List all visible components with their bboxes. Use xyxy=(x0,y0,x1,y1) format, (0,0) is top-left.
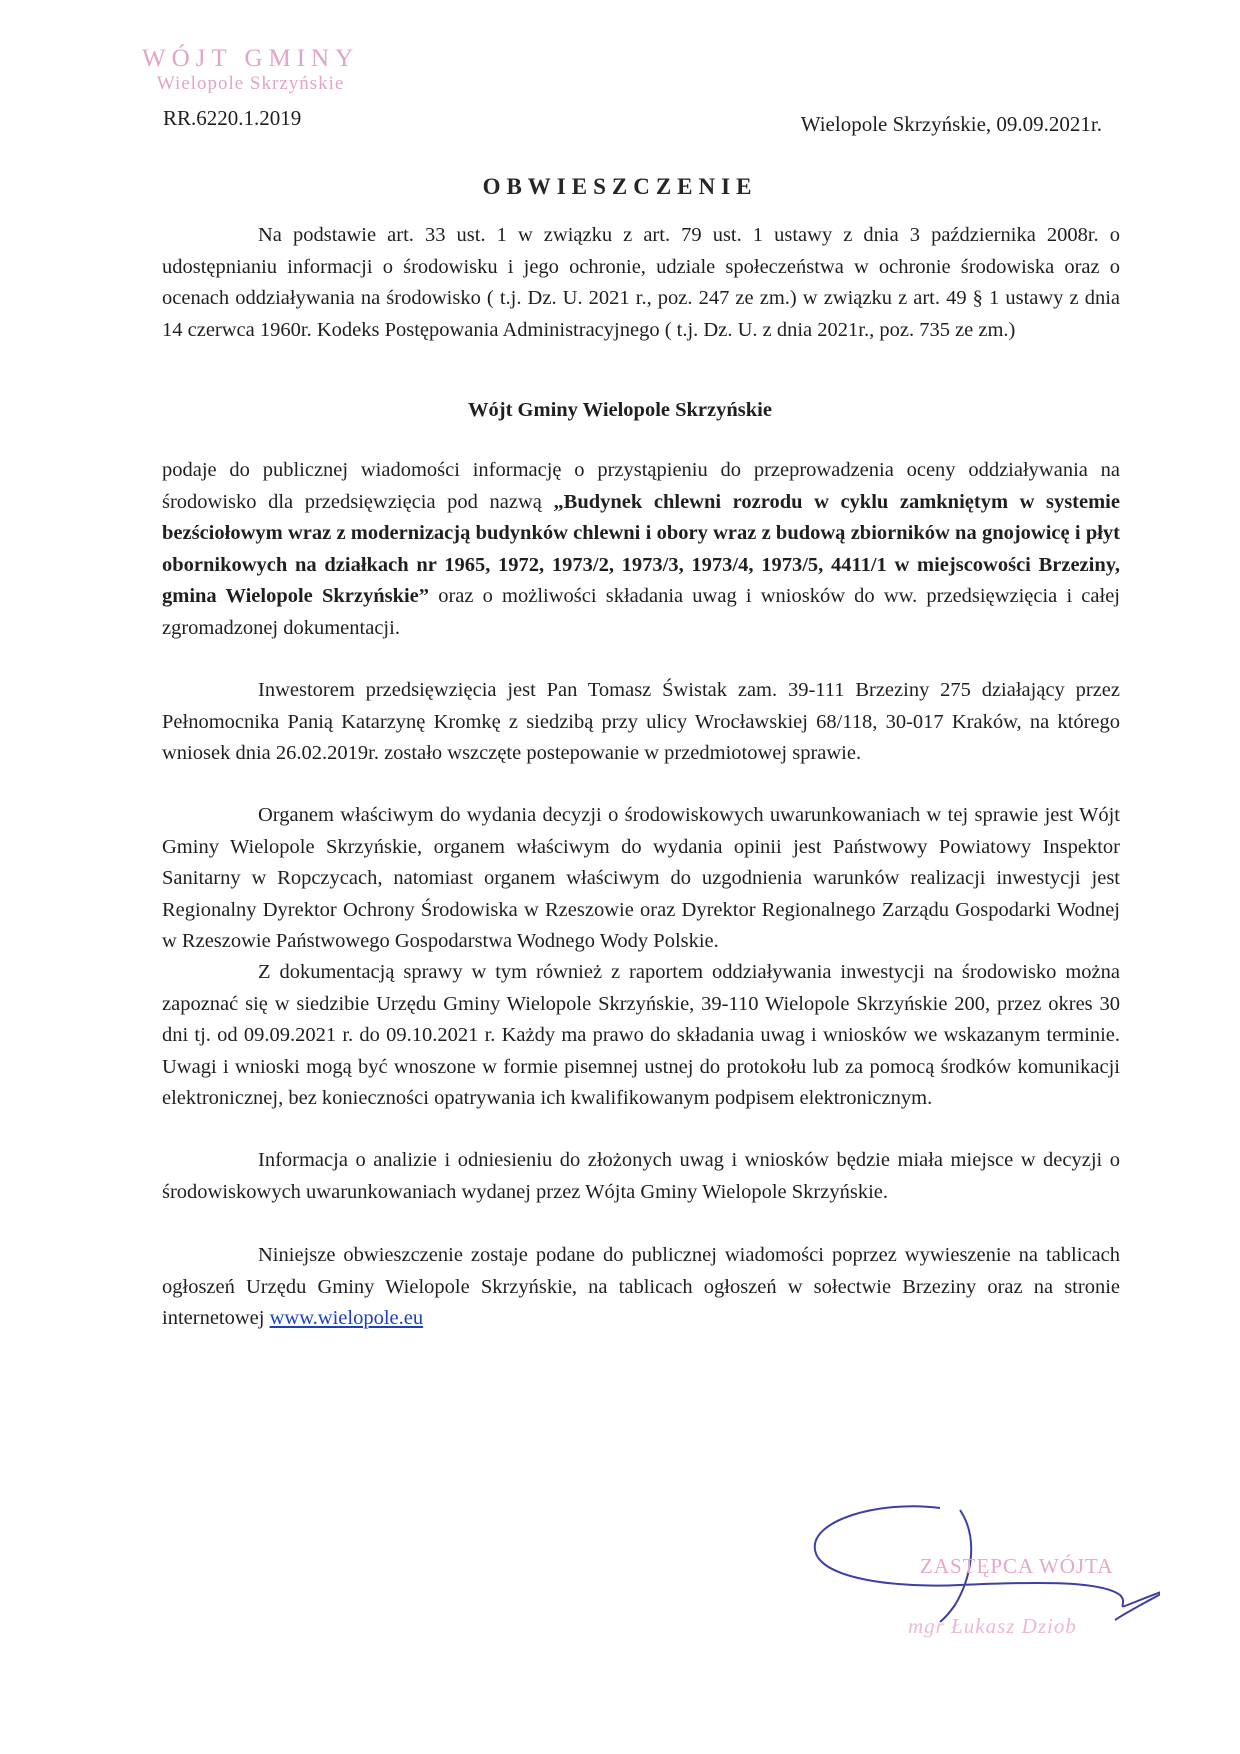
documentation-paragraph: Z dokumentacją sprawy w tym również z raportem oddziaływania inwestycji na środowisko można zapoznać się w siedzibie Urzędu Gminy Wielopole Skrzyńskie, 39-110 Wielopole Skrzyńskie 200, przez okres 30 dni tj. od 09.09.2021 r. do 09.10.2021 r. Każdy ma prawo do składania uwag i wniosków we wskazanym terminie. Uwagi i wnioski mogą być wnoszone w formie pisemnej ustnej do protokołu lub za pomocą środków komunikacji elektronicznej, bez konieczności opatrywania ich kwalifikowanym podpisem elektronicznym. xyxy=(162,961,1120,1109)
signature-block xyxy=(780,1500,1160,1670)
signatory-name: mgr Łukasz Dziob xyxy=(908,1614,1077,1638)
office-stamp xyxy=(142,46,359,93)
handwritten-signature-icon xyxy=(780,1500,1160,1670)
place-date: Wielopole Skrzyńskie, 09.09.2021r. xyxy=(800,112,1102,136)
publication-paragraph xyxy=(162,1240,1120,1335)
reference-number: RR.6220.1.2019 xyxy=(163,106,302,130)
analysis-paragraph: Informacja o analizie i odniesieniu do złożonych uwag i wniosków będzie miała miejsce w decyzji o środowiskowych uwarunkowaniach wydanej przez Wójta Gminy Wielopole Skrzyńskie. xyxy=(162,1149,1120,1203)
website-link[interactable]: www.wielopole.eu xyxy=(269,1307,424,1329)
issuing-authority: Wójt Gminy Wielopole Skrzyńskie xyxy=(468,399,772,421)
announcement-text-end: oraz o możliwości składania uwag i wniosków do ww. przedsięwzięcia i całej zgromadzonej dokumentacji. xyxy=(162,585,1120,639)
project-name: „Budynek chlewni rozrodu w cyklu zamkniętym w systemie bezściołowym wraz z modernizacją budynków chlewni i obory wraz z budową zbiorników na gnojowicę i płyt obornikowych na działkach nr 1965, 1972, 1973/2, 1973/3, 1973/4, 1973/5, 4411/1 w miejscowości Brzeziny, gmina Wielopole Skrzyńskie” xyxy=(162,490,1120,607)
legal-basis-paragraph: Na podstawie art. 33 ust. 1 w związku z art. 79 ust. 1 ustawy z dnia 3 października 2008r. o udostępnianiu informacji o środowisku i jego ochronie, udziale społeczeństwa w ochronie środowiska oraz o ocenach oddziaływania na środowisko ( t.j. Dz. U. 2021 r., poz. 247 ze zm.) w związku z art. 49 § 1 ustawy z dnia 14 czerwca 1960r. Kodeks Postępowania Administracyjnego ( t.j. Dz. U. z dnia 2021r., poz. 735 ze zm.) xyxy=(162,224,1120,341)
announcement-text: podaje do publicznej wiadomości informację o przystąpieniu do przeprowadzenia oceny oddziaływania na środowisko dla przedsięwzięcia pod nazwą xyxy=(162,459,1120,513)
authorities-paragraph: Organem właściwym do wydania decyzji o środowiskowych uwarunkowaniach w tej sprawie jest Wójt Gminy Wielopole Skrzyńskie, organem właściwym do wydania opinii jest Państwowy Powiatowy Inspektor Sanitarny w Ropczycach, natomiast organem właściwym do uzgodnienia warunków realizacji inwestycji jest Regionalny Dyrektor Ochrony Środowiska w Rzeszowie oraz Dyrektor Regionalnego Zarządu Gospodarki Wodnej w Rzeszowie Państwowego Gospodarstwa Wodnego Wody Polskie. xyxy=(162,804,1120,952)
stamp-line-1: WÓJT GMINY xyxy=(142,45,360,72)
signatory-title: ZASTĘPCA WÓJTA xyxy=(920,1554,1114,1578)
investor-paragraph: Inwestorem przedsięwzięcia jest Pan Tomasz Świstak zam. 39-111 Brzeziny 275 działający przez Pełnomocnika Panią Katarzynę Kromkę z siedzibą przy ulicy Wrocławskiej 68/118, 30-017 Kraków, na którego wniosek dnia 26.02.2019r. zostało wszczęte postepowanie w przedmiotowej sprawie. xyxy=(162,679,1120,764)
publication-text: Niniejsze obwieszczenie zostaje podane do publicznej wiadomości poprzez wywieszenie na tablicach ogłoszeń Urzędu Gminy Wielopole Skrzyńskie, na tablicach ogłoszeń w sołectwie Brzeziny oraz na stronie internetowej xyxy=(162,1244,1120,1329)
announcement-paragraph xyxy=(162,455,1120,644)
document-title: OBWIESZCZENIE xyxy=(482,174,758,199)
stamp-line-2: Wielopole Skrzyńskie xyxy=(156,73,345,94)
